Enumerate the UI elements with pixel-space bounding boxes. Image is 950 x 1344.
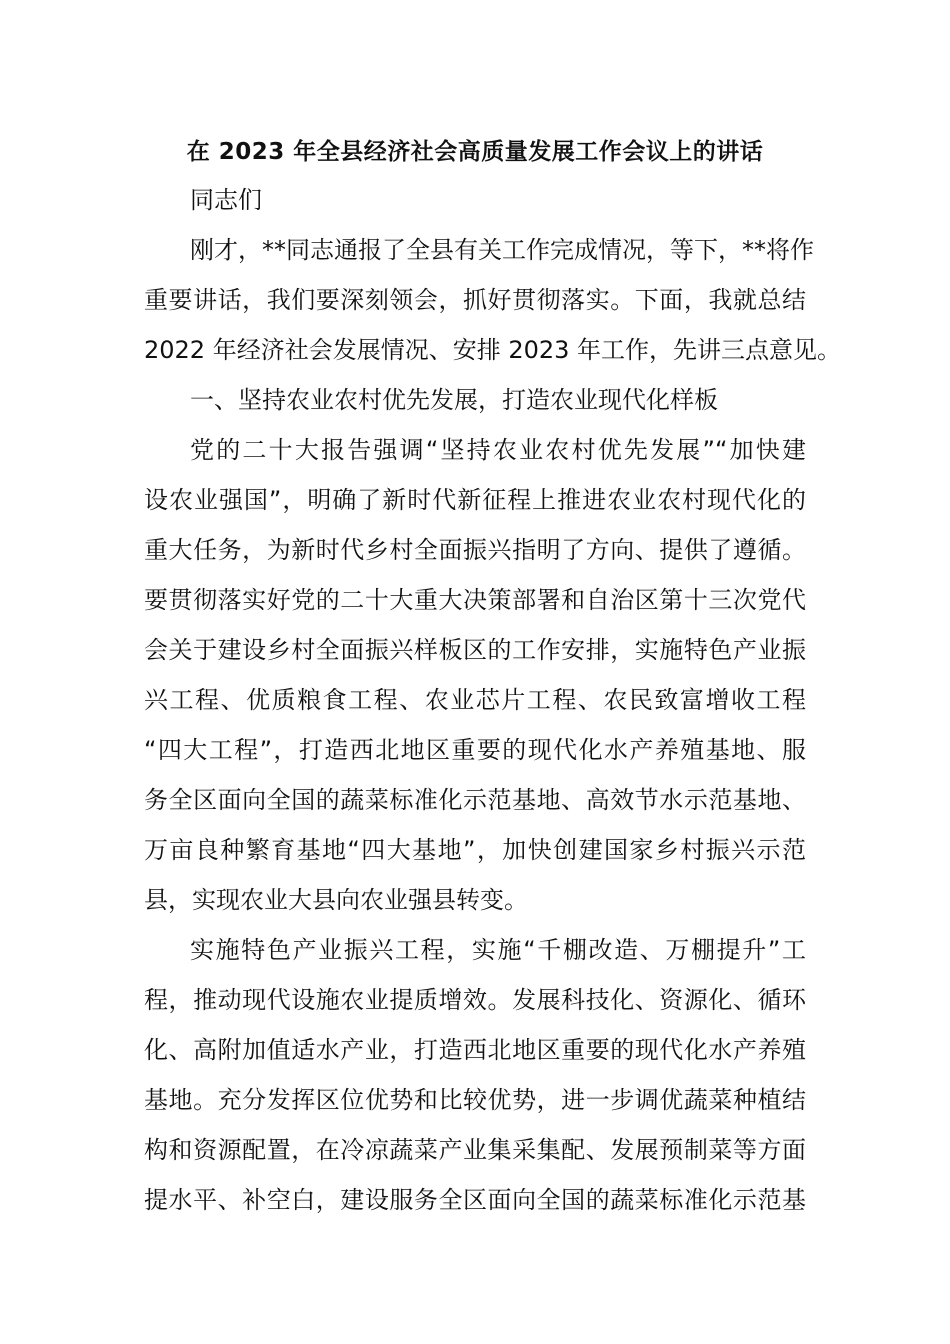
paragraph-line: 要贯彻落实好党的二十大重大决策部署和自治区第十三次党代 — [144, 586, 806, 614]
paragraph-line: 实施特色产业振兴工程，实施“千棚改造、万棚提升”工 — [190, 936, 806, 964]
paragraph-line: 县，实现农业大县向农业强县转变。 — [144, 886, 528, 914]
salutation: 同志们 — [190, 186, 262, 214]
paragraph-line: 会关于建设乡村全面振兴样板区的工作安排，实施特色产业振 — [144, 636, 806, 664]
paragraph-line: “四大工程”，打造西北地区重要的现代化水产养殖基地、服 — [144, 736, 806, 764]
document-title: 在 2023 年全县经济社会高质量发展工作会议上的讲话 — [186, 139, 764, 165]
paragraph-line: 党的二十大报告强调“坚持农业农村优先发展”“加快建 — [190, 436, 806, 464]
paragraph-line: 重大任务，为新时代乡村全面振兴指明了方向、提供了遵循。 — [144, 536, 806, 564]
paragraph-line: 设农业强国”，明确了新时代新征程上推进农业农村现代化的 — [144, 486, 806, 514]
paragraph-line: 2022 年经济社会发展情况、安排 2023 年工作，先讲三点意见。 — [144, 336, 842, 364]
paragraph-line: 重要讲话，我们要深刻领会，抓好贯彻落实。下面，我就总结 — [144, 286, 806, 314]
paragraph-line: 务全区面向全国的蔬菜标准化示范基地、高效节水示范基地、 — [144, 786, 806, 814]
paragraph-line: 构和资源配置，在冷凉蔬菜产业集采集配、发展预制菜等方面 — [144, 1136, 806, 1164]
paragraph-line: 万亩良种繁育基地“四大基地”，加快创建国家乡村振兴示范 — [144, 836, 806, 864]
paragraph-line: 兴工程、优质粮食工程、农业芯片工程、农民致富增收工程 — [144, 686, 806, 714]
paragraph-line: 基地。充分发挥区位优势和比较优势，进一步调优蔬菜种植结 — [144, 1086, 806, 1114]
paragraph-line: 程，推动现代设施农业提质增效。发展科技化、资源化、循环 — [144, 986, 806, 1014]
paragraph-line: 刚才，**同志通报了全县有关工作完成情况，等下，**将作 — [190, 236, 814, 264]
paragraph-line: 提水平、补空白，建设服务全区面向全国的蔬菜标准化示范基 — [144, 1186, 806, 1214]
paragraph-line: 化、高附加值适水产业，打造西北地区重要的现代化水产养殖 — [144, 1036, 806, 1064]
section-heading: 一、坚持农业农村优先发展，打造农业现代化样板 — [190, 386, 718, 414]
